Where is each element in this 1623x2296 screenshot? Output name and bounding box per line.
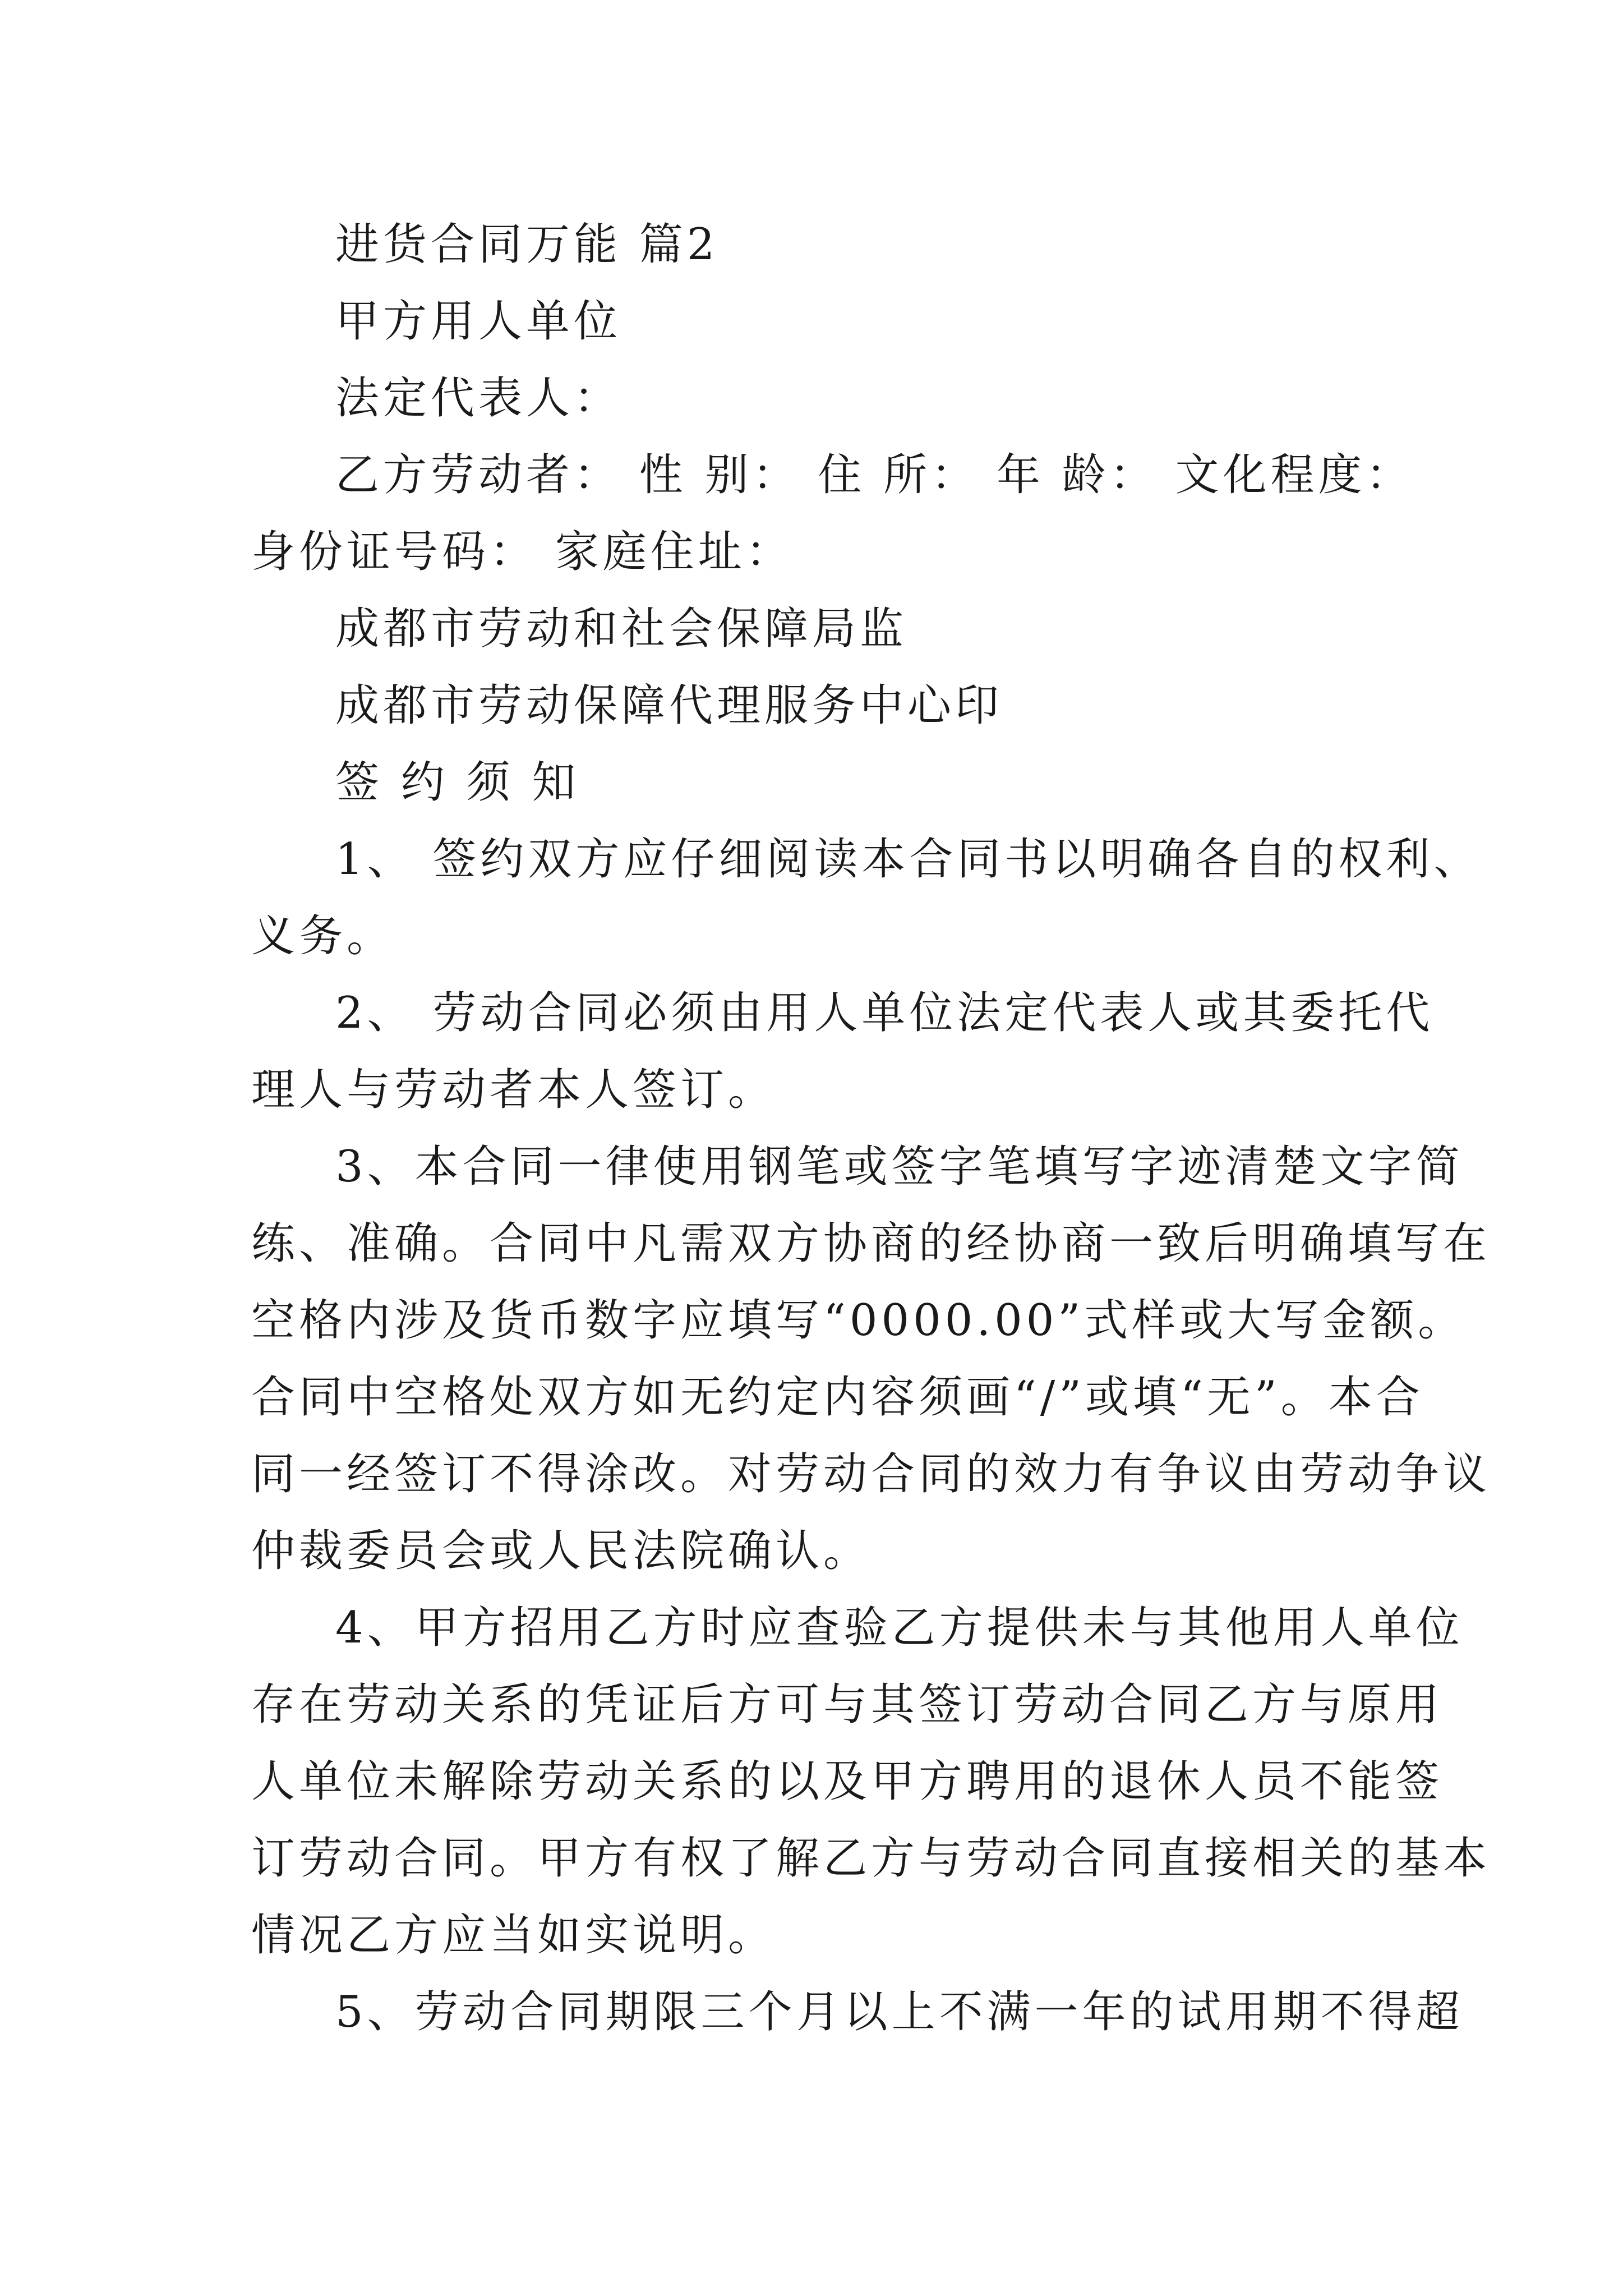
paragraph-line: 5、劳动合同期限三个月以上不满一年的试用期不得超 [335, 1987, 1464, 2037]
printer-line: 成都市劳动保障代理服务中心印 [335, 680, 1003, 731]
paragraph-line: 合同中空格处双方如无约定内容须画“/”或填“无”。本合 [251, 1372, 1424, 1423]
legal-representative-line: 法定代表人： [335, 373, 622, 424]
supervisor-line: 成都市劳动和社会保障局监 [335, 604, 908, 654]
document-body [251, 206, 1491, 2051]
paragraph-line: 订劳动合同。甲方有权了解乙方与劳动合同直接相关的基本 [251, 1833, 1491, 1884]
paragraph-line: 空格内涉及货币数字应填写“0000.00”式样或大写金额。 [251, 1295, 1466, 1346]
paragraph-line: 同一经签订不得涂改。对劳动合同的效力有争议由劳动争议 [251, 1449, 1491, 1499]
paragraph-line: 2、 劳动合同必须由用人单位法定代表人或其委托代 [335, 988, 1434, 1038]
paragraph-line: 仲裁委员会或人民法院确认。 [251, 1526, 872, 1576]
paragraph-line: 4、甲方招用乙方时应查验乙方提供未与其他用人单位 [335, 1603, 1464, 1653]
id-address-line: 身份证号码： 家庭住址： [251, 527, 794, 577]
paragraph-line: 情况乙方应当如实说明。 [251, 1910, 776, 1961]
section-heading: 签 约 须 知 [335, 757, 580, 808]
paragraph-line: 3、本合同一律使用钢笔或签字笔填写字迹清楚文字简 [335, 1142, 1464, 1192]
party-a-line: 甲方用人单位 [335, 296, 622, 347]
paragraph-line: 练、准确。合同中凡需双方协商的经协商一致后明确填写在 [251, 1218, 1491, 1269]
paragraph-line: 存在劳动关系的凭证后方可与其签订劳动合同乙方与原用 [251, 1680, 1444, 1730]
paragraph-line: 理人与劳动者本人签订。 [251, 1065, 776, 1115]
paragraph-line: 1、 签约双方应仔细阅读本合同书以明确各自的权利、 [335, 834, 1482, 885]
paragraph-line: 人单位未解除劳动关系的以及甲方聘用的退休人员不能签 [251, 1756, 1444, 1807]
document-title: 进货合同万能 篇2 [335, 219, 719, 270]
paragraph-line: 义务。 [251, 911, 395, 961]
party-b-line: 乙方劳动者： 性 别： 住 所： 年 龄： 文化程度： [335, 450, 1414, 500]
